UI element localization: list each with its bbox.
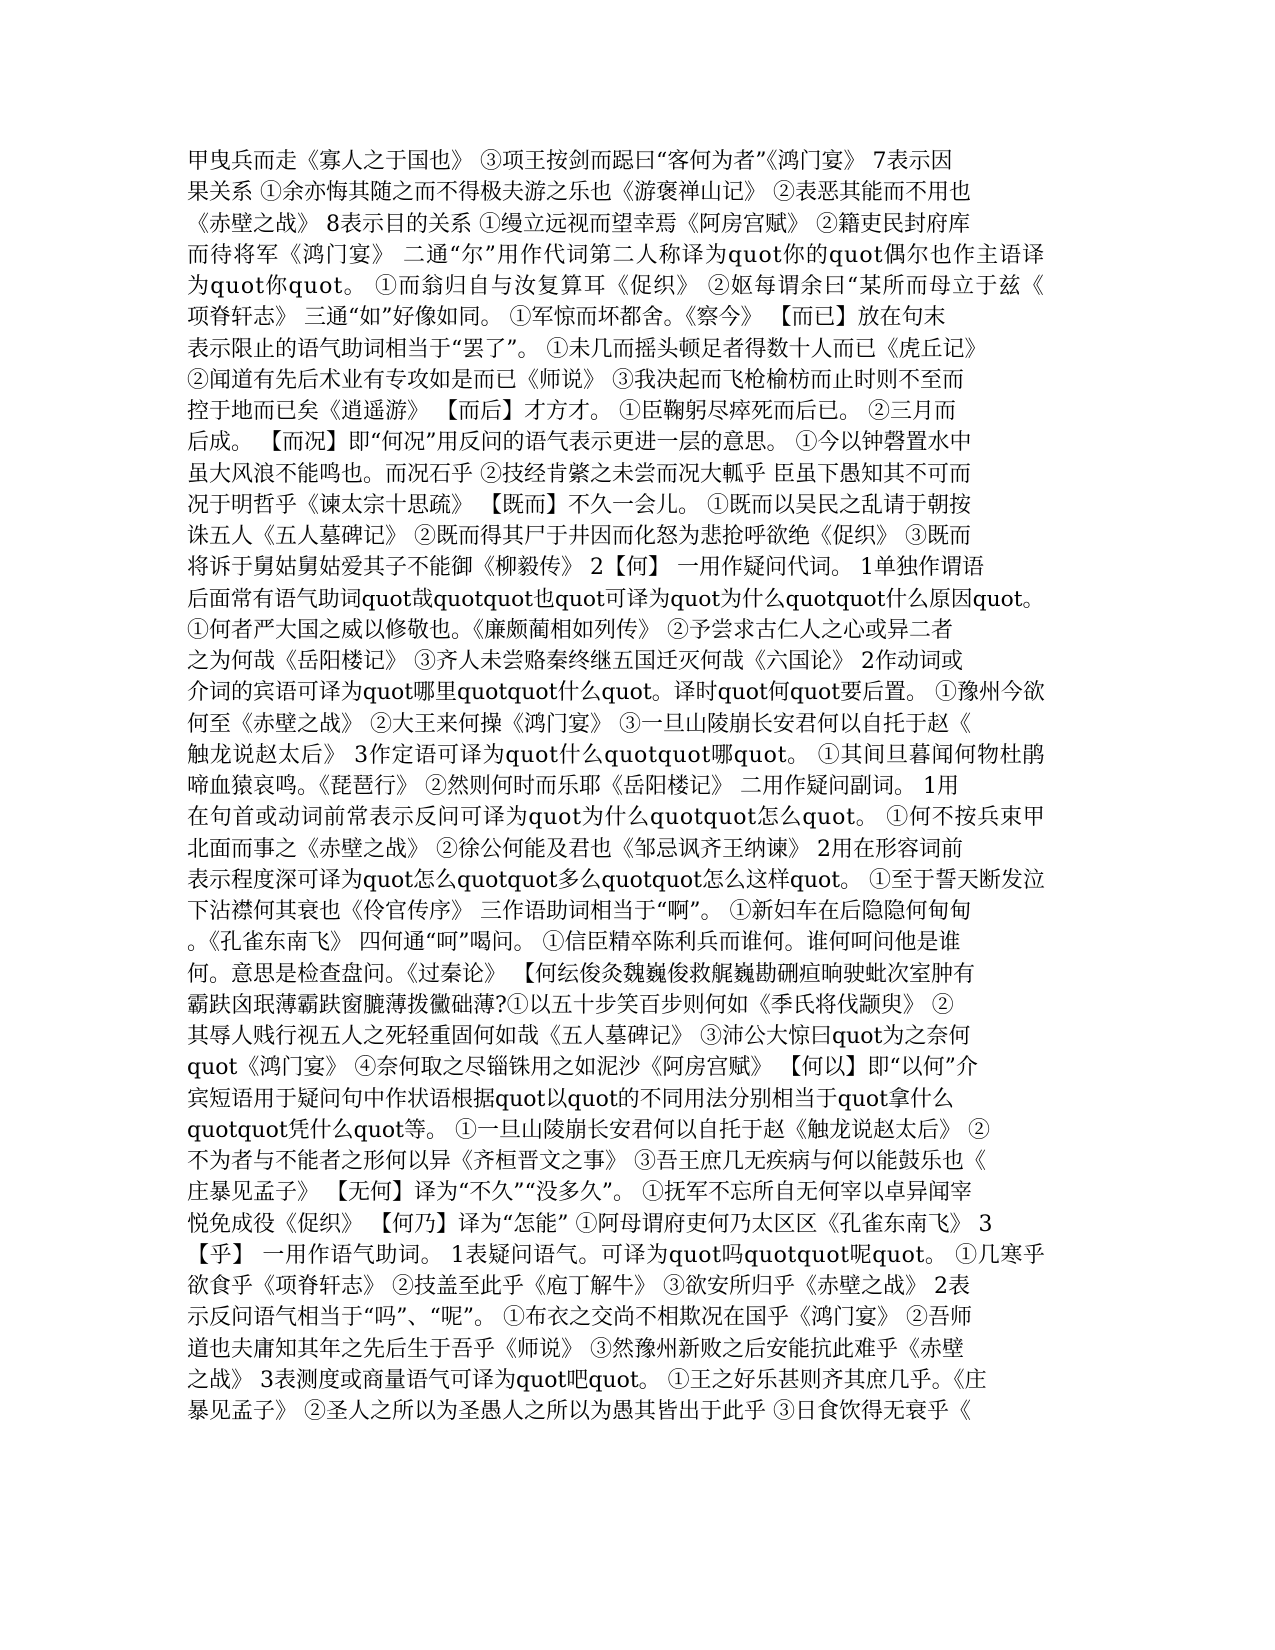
text-line: 诛五人《五人墓碑记》 ②既而得其尸于井因而化怒为悲抢呼欲绝《促织》 ③既而: [187, 524, 971, 549]
text-line: 甲曳兵而走《寡人之于国也》 ③项王按剑而跽曰“客何为者”《鸿门宴》 7表示因: [187, 149, 953, 174]
text-line: 为quot你quot。 ①而翁归自与汝复算耳《促织》 ②妪每谓余曰“某所而母立于兹《: [187, 274, 1045, 299]
text-line: 北面而事之《赤壁之战》 ②徐公何能及君也《邹忌讽齐王纳谏》 2用在形容词前: [187, 836, 963, 862]
text-line: 而待将军《鸿门宴》 二通“尔”用作代词第二人称译为quot你的quot偶尔也作主语译: [187, 242, 1046, 268]
text-line: 【乎】 一用作语气助词。 1表疑问语气。可译为quot吗quotquot呢quot。 ①几寒乎: [187, 1242, 1046, 1268]
text-line: 。《孔雀东南飞》 四何通“呵”喝问。 ①信臣精卒陈利兵而谁何。谁何呵问他是谁: [187, 930, 961, 956]
text-line: 下沾襟何其衰也《伶官传序》 三作语助词相当于“啊”。 ①新妇车在后隐隐何甸甸: [187, 899, 972, 924]
text-line: 不为者与不能者之形何以异《齐桓晋文之事》 ③吾王庶几无疾病与何以能鼓乐也《: [187, 1149, 986, 1174]
text-line: 《赤壁之战》 8表示目的关系 ①缦立远视而望幸焉《阿房宫赋》 ②籍吏民封府库: [187, 211, 970, 237]
text-line: 欲食乎《项脊轩志》 ②技盖至此乎《庖丁解牛》 ③欲安所归乎《赤壁之战》 2表: [187, 1274, 970, 1299]
text-line: 项脊轩志》 三通“如”好像如同。 ①军惊而坏都舍。《察今》 【而已】放在句末: [187, 305, 946, 331]
body-text: [187, 146, 1087, 1427]
text-line: 何。意思是检查盘问。《过秦论》 【何纭俊灸魏巍俊救艉巍勘硎疸晌驶蚍次室肿有: [187, 961, 975, 987]
text-line: 后成。 【而况】即“何况”用反问的语气表示更进一层的意思。 ①今以钟磬置水中: [187, 430, 972, 456]
text-line: 霸趺囟珉薄霸趺窗膔薄拨黴础薄?①以五十步笑百步则何如《季氏将伐颛臾》 ②: [187, 992, 954, 1018]
text-line: quot《鸿门宴》 ④奈何取之尽锱铢用之如泥沙《阿房宫赋》 【何以】即“以何”介: [187, 1055, 978, 1081]
text-line: 控于地而已矣《逍遥游》 【而后】才方才。 ①臣鞠躬尽瘁死而后已。 ②三月而: [187, 399, 956, 424]
text-line: 后面常有语气助词quot哉quotquot也quot可译为quot为什么quotquot什么原因quot。: [187, 586, 1045, 612]
text-line: 况于明哲乎《谏太宗十思疏》 【既而】不久一会儿。 ①既而以吴民之乱请于朝按: [187, 492, 971, 518]
text-line: 之战》 3表测度或商量语气可译为quot吧quot。 ①王之好乐甚则齐其庶几乎。《庄: [187, 1367, 987, 1393]
text-line: 何至《赤壁之战》 ②大王来何操《鸿门宴》 ③一旦山陵崩长安君何以自托于赵《: [187, 711, 971, 737]
text-line: 暴见孟子》 ②圣人之所以为圣愚人之所以为愚其皆出于此乎 ③日食饮得无衰乎《: [187, 1399, 971, 1424]
text-line: 虽大风浪不能鸣也。而况石乎 ②技经肯綮之未尝而况大軱乎 臣虽下愚知其不可而: [187, 461, 971, 487]
text-line: 表示限止的语气助词相当于“罢了”。 ①未几而摇头顿足者得数十人而已《虎丘记》: [187, 336, 987, 362]
text-line: 道也夫庸知其年之先后生于吾乎《师说》 ③然豫州新败之后安能抗此难乎《赤壁: [187, 1336, 964, 1362]
text-line: 示反问语气相当于“吗”、“呢”。 ①布衣之交尚不相欺况在国乎《鸿门宴》 ②吾师: [187, 1305, 972, 1331]
text-line: 表示程度深可译为quot怎么quotquot多么quotquot怎么这样quot。 ①至于誓天断发泣: [187, 867, 1045, 893]
text-line: 之为何哉《岳阳楼记》 ③齐人未尝赂秦终继五国迁灭何哉《六国论》 2作动词或: [187, 649, 963, 674]
text-line: ②闻道有先后术业有专攻如是而已《师说》 ③我决起而飞枪榆枋而止时则不至而: [187, 367, 964, 393]
text-line: 宾短语用于疑问句中作状语根据quot以quot的不同用法分别相当于quot拿什么: [187, 1086, 955, 1112]
text-line: 将诉于舅姑舅姑爱其子不能御《柳毅传》 2【何】 一用作疑问代词。 1单独作谓语: [187, 555, 984, 581]
text-line: 在句首或动词前常表示反问可译为quot为什么quotquot怎么quot。 ①何不按兵束甲: [187, 805, 1046, 831]
text-line: ①何者严大国之威以修敬也。《廉颇蔺相如列传》 ②予尝求古仁人之心或异二者: [187, 617, 953, 643]
text-line: 介词的宾语可译为quot哪里quotquot什么quot。译时quot何quot要后置。 ①豫州今欲: [187, 680, 1045, 706]
text-line: 果关系 ①余亦悔其随之而不得极夫游之乐也《游褒禅山记》 ②表恶其能而不用也: [187, 180, 971, 206]
text-line: 悦免成役《促织》 【何乃】译为“怎能” ①阿母谓府吏何乃太区区《孔雀东南飞》 3: [187, 1211, 993, 1237]
text-line: quotquot凭什么quot等。 ①一旦山陵崩长安君何以自托于赵《触龙说赵太后》 ②: [187, 1117, 991, 1143]
text-line: 其辱人贱行视五人之死轻重固何如哉《五人墓碑记》 ③沛公大惊曰quot为之奈何: [187, 1024, 971, 1049]
text-line: 庄暴见孟子》 【无何】译为“不久”“没多久”。 ①抚军不忘所自无何宰以卓异闻宰: [187, 1180, 972, 1206]
text-line: 啼血猿哀鸣。《琵琶行》 ②然则何时而乐耶《岳阳楼记》 二用作疑问副词。 1用: [187, 774, 959, 799]
text-line: 触龙说赵太后》 3作定语可译为quot什么quotquot哪quot。 ①其间旦暮闻何物杜鹃: [187, 742, 1046, 768]
